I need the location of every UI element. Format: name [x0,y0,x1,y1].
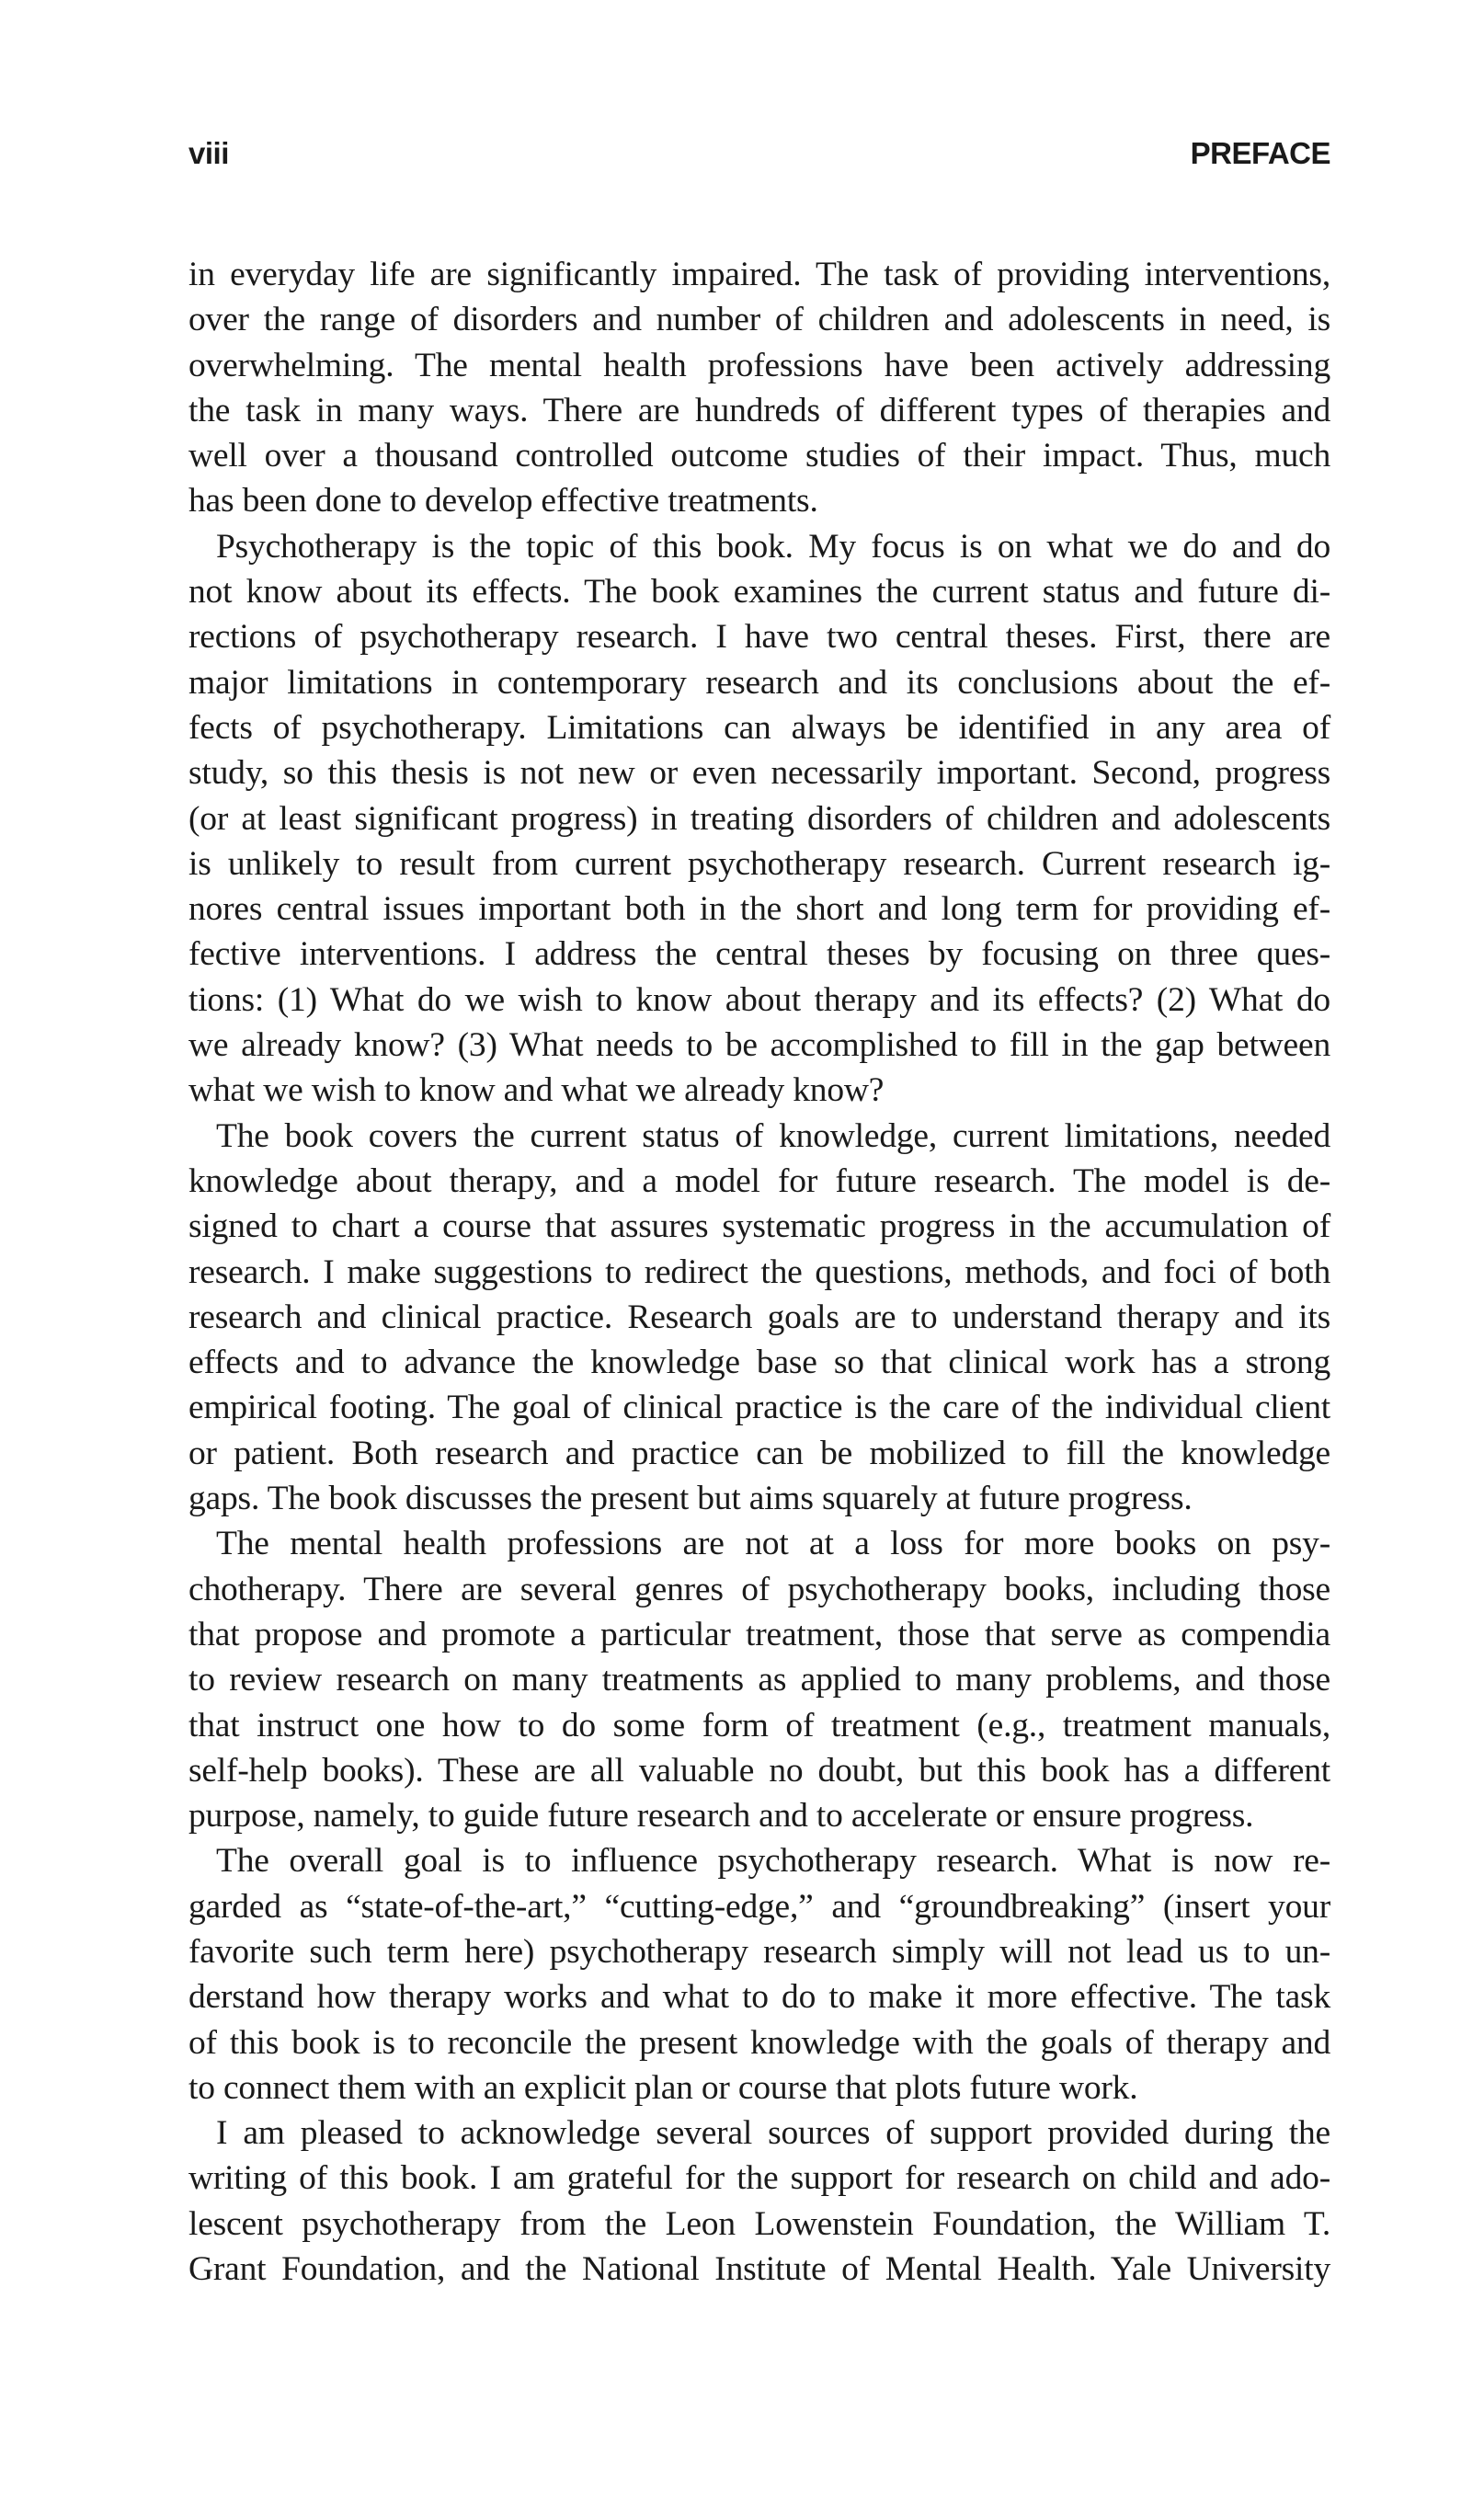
text-line: lescent psychotherapy from the Leon Lowenstein Foundation, the William T. [188,2204,1330,2243]
text-line: The book covers the current status of knowledge, current limitations, needed [216,1116,1330,1155]
body-text [188,252,1330,2292]
text-line: purpose, namely, to guide future research and to accelerate or ensure progress. [188,1797,1254,1836]
text-line: to review research on many treatments as applied to many problems, and those [188,1661,1330,1699]
text-line: is unlikely to result from current psychotherapy research. Current research ig- [188,844,1330,883]
text-line: well over a thousand controlled outcome studies of their impact. Thus, much [188,437,1330,475]
text-line: garded as “state-of-the-art,” “cutting-edge,” and “groundbreaking” (insert your [188,1887,1330,1926]
text-line: we already know? (3) What needs to be accomplished to fill in the gap between [188,1026,1330,1065]
paragraph [188,2110,1330,2292]
text-line: knowledge about therapy, and a model for future research. The model is de- [188,1161,1330,1200]
text-line: overwhelming. The mental health professions have been actively addressing [188,346,1330,384]
text-line: of this book is to reconcile the present knowledge with the goals of therapy and [188,2023,1330,2062]
text-line: fective interventions. I address the central theses by focusing on three ques- [188,935,1330,974]
text-line: to connect them with an explicit plan or course that plots future work. [188,2068,1138,2107]
text-line: tions: (1) What do we wish to know about therapy and its effects? (2) What do [188,980,1330,1019]
text-line: over the range of disorders and number of children and adolescents in need, is [188,301,1330,339]
text-line: effects and to advance the knowledge base so that clinical work has a strong [188,1344,1330,1382]
text-line: favorite such term here) psychotherapy research simply will not lead us to un- [188,1932,1330,1971]
text-line: study, so this thesis is not new or even necessarily important. Second, progress [188,754,1330,793]
page-number: viii [188,136,229,170]
text-line: gaps. The book discusses the present but aims squarely at future progress. [188,1480,1193,1518]
section-title: PREFACE [1190,136,1330,170]
text-line: chotherapy. There are several genres of psychotherapy books, including those [188,1570,1330,1608]
text-line: what we wish to know and what we already know? [188,1071,885,1110]
text-line: has been done to develop effective treatments. [188,482,818,520]
text-line: Psychotherapy is the topic of this book. My focus is on what we do and do [216,527,1330,566]
text-line: or patient. Both research and practice can be mobilized to fill the knowledge [188,1434,1330,1472]
text-line: fects of psychotherapy. Limitations can always be identified in any area of [188,708,1330,747]
text-line: writing of this book. I am grateful for the support for research on child and ado- [188,2159,1330,2198]
text-line: research. I make suggestions to redirect the questions, methods, and foci of both [188,1252,1330,1291]
running-head [188,136,1330,177]
text-line: nores central issues important both in the short and long term for providing ef- [188,890,1330,929]
text-line: Grant Foundation, and the National Institute of Mental Health. Yale University [188,2250,1330,2289]
text-line: empirical footing. The goal of clinical practice is the care of the individual client [188,1389,1330,1427]
text-line: signed to chart a course that assures systematic progress in the accumulation of [188,1207,1330,1246]
paragraph [188,1114,1330,1522]
text-line: The overall goal is to influence psychotherapy research. What is now re- [216,1842,1330,1881]
text-line: research and clinical practice. Research goals are to understand therapy and its [188,1298,1330,1336]
text-line: the task in many ways. There are hundreds of different types of therapies and [188,391,1330,429]
paragraph [188,252,1330,524]
text-line: derstand how therapy works and what to do to make it more effective. The task [188,1978,1330,2017]
text-line: not know about its effects. The book examines the current status and future di- [188,573,1330,612]
text-line: rections of psychotherapy research. I have two central theses. First, there are [188,618,1330,657]
text-line: (or at least significant progress) in treating disorders of children and adolescents [188,799,1330,838]
text-line: The mental health professions are not at a loss for more books on psy- [216,1525,1330,1563]
paragraph [188,524,1330,1114]
text-line: self-help books). These are all valuable no doubt, but this book has a different [188,1751,1330,1790]
paragraph [188,1838,1330,2110]
text-line: I am pleased to acknowledge several sources of support provided during the [216,2114,1330,2153]
text-line: that propose and promote a particular treatment, those that serve as compendia [188,1615,1330,1653]
text-line: that instruct one how to do some form of treatment (e.g., treatment manuals, [188,1706,1330,1744]
text-line: major limitations in contemporary research and its conclusions about the ef- [188,663,1330,702]
text-line: in everyday life are significantly impaired. The task of providing interventions, [188,256,1330,293]
paragraph [188,1521,1330,1838]
